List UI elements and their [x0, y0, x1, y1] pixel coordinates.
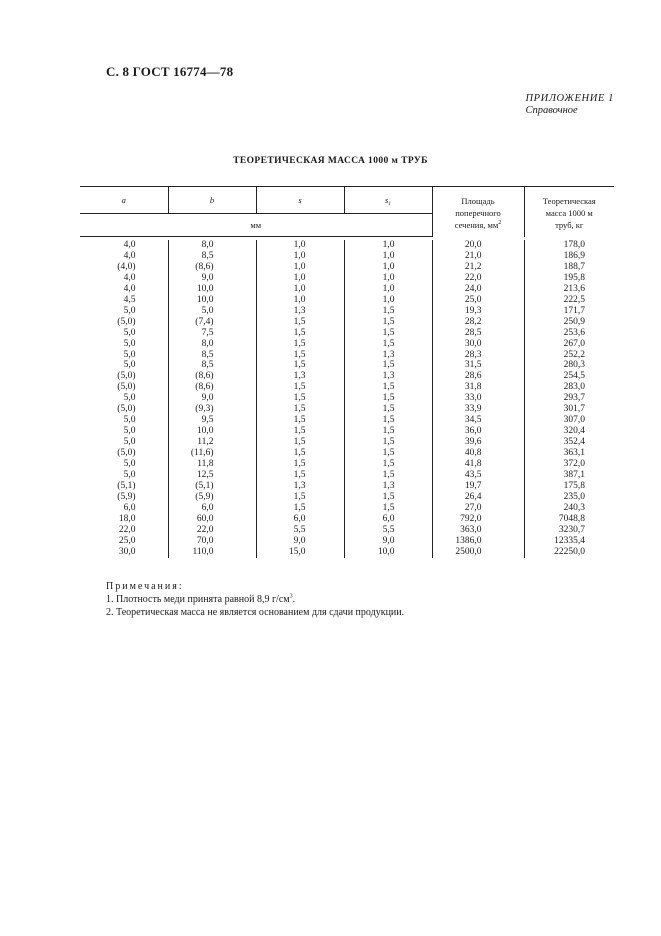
- table-cell: 5,0: [80, 339, 168, 350]
- table-cell: 240,3: [563, 502, 585, 513]
- table-row: [80, 404, 614, 415]
- table-cell: 320,4: [563, 426, 585, 437]
- table-cell: 5,0: [80, 360, 168, 371]
- table-cell: 9,0: [168, 393, 256, 404]
- table-cell: 1,5: [256, 404, 344, 415]
- table-cell: 11,2: [168, 437, 256, 448]
- table-cell: 25,0: [80, 536, 168, 547]
- table-row: [80, 514, 614, 525]
- table-cell: 7048,8: [558, 513, 585, 524]
- notes: [106, 580, 404, 619]
- table-row: [80, 492, 614, 503]
- table-cell: 1,5: [344, 404, 432, 415]
- table-cell: 6,0: [168, 503, 256, 514]
- note-1-text: 1. Плотность меди принята равной 8,9 г/см: [106, 594, 290, 605]
- table-cell: 6,0: [80, 503, 168, 514]
- table-cell: 110,0: [168, 547, 256, 558]
- table-cell: 8,0: [168, 240, 256, 251]
- table-row: [80, 262, 614, 273]
- table-cell: 22250,0: [554, 546, 585, 557]
- table-cell: 293,7: [563, 393, 585, 404]
- table-cell: 30,0: [432, 339, 524, 350]
- table-cell: 4,5: [80, 295, 168, 306]
- table-cell: 1,5: [256, 317, 344, 328]
- table-cell: 1,5: [344, 503, 432, 514]
- table-cell: 1,0: [344, 240, 432, 251]
- table-cell: 24,0: [432, 284, 524, 295]
- table-cell: 1,5: [344, 448, 432, 459]
- table-cell: 26,4: [432, 492, 524, 503]
- annex-title: ПРИЛОЖЕНИЕ 1: [525, 93, 614, 104]
- table-cell: 36,0: [432, 426, 524, 437]
- table-cell: 372,0: [563, 459, 585, 470]
- table-cell: 39,6: [432, 437, 524, 448]
- table-title: ТЕОРЕТИЧЕСКАЯ МАССА 1000 м ТРУБ: [233, 156, 428, 166]
- table-cell: 1,3: [344, 481, 432, 492]
- table-cell: 21,2: [432, 262, 524, 273]
- col-header-s1-base: s: [384, 195, 389, 205]
- table-cell: 5,5: [256, 525, 344, 536]
- table-cell: 10,0: [168, 426, 256, 437]
- table-cell: 5,0: [80, 393, 168, 404]
- table-row: [80, 547, 614, 558]
- table-cell: (8,6): [168, 262, 256, 273]
- table-row: [80, 371, 614, 382]
- table-cell: 1,5: [256, 393, 344, 404]
- table-cell: 175,8: [563, 480, 585, 491]
- table-cell: 792,0: [432, 514, 524, 525]
- table-cell: 1,0: [344, 251, 432, 262]
- table-cell: 22,0: [80, 525, 168, 536]
- table-cell: 30,0: [80, 547, 168, 558]
- table-cell: 1,5: [344, 415, 432, 426]
- table-row: [80, 251, 614, 262]
- table-cell: 1,3: [256, 371, 344, 382]
- col-header-area: [432, 187, 524, 237]
- table-cell: 1386,0: [432, 536, 524, 547]
- table-cell: 235,0: [563, 491, 585, 502]
- table-cell: 5,0: [80, 415, 168, 426]
- table-cell: (5,0): [80, 448, 168, 459]
- table-cell: 1,5: [256, 437, 344, 448]
- col-header-area-l2: поперечного: [455, 207, 501, 218]
- table-cell: 252,2: [563, 349, 585, 360]
- table-cell: 5,0: [168, 306, 256, 317]
- table-cell: 5,0: [80, 350, 168, 361]
- table-cell: 1,0: [256, 240, 344, 251]
- table-cell: 1,0: [344, 284, 432, 295]
- table-cell: 2500,0: [432, 547, 524, 558]
- table-cell: 1,5: [344, 317, 432, 328]
- table-cell: 3230,7: [558, 524, 585, 535]
- table-cell: 9,0: [256, 536, 344, 547]
- table-cell: 34,5: [432, 415, 524, 426]
- col-header-mass-l1: Теоретическая: [542, 195, 596, 206]
- table-cell: 28,3: [432, 350, 524, 361]
- table-cell: 8,5: [168, 360, 256, 371]
- table-body: [80, 237, 614, 558]
- table-row: [80, 448, 614, 459]
- table-cell: 20,0: [432, 240, 524, 251]
- table-cell: 4,0: [80, 240, 168, 251]
- table-cell: 25,0: [432, 295, 524, 306]
- table-cell: 21,0: [432, 251, 524, 262]
- table-cell: 43,5: [432, 470, 524, 481]
- table-cell: (5,9): [80, 492, 168, 503]
- table-row: [80, 382, 614, 393]
- table-cell: 5,0: [80, 459, 168, 470]
- table-cell: 5,0: [80, 328, 168, 339]
- table-cell: 387,1: [563, 470, 585, 481]
- table-cell: 11,8: [168, 459, 256, 470]
- table-cell: 188,7: [563, 261, 585, 272]
- table-row: [80, 459, 614, 470]
- annex-label: [525, 93, 614, 117]
- table-cell: 28,2: [432, 317, 524, 328]
- table-cell: 19,7: [432, 481, 524, 492]
- table-cell: 1,0: [256, 251, 344, 262]
- table-cell: (5,0): [80, 317, 168, 328]
- table-row: [80, 426, 614, 437]
- table-cell: 5,0: [80, 306, 168, 317]
- note-1: [106, 593, 404, 606]
- col-header-unit: мм: [80, 214, 432, 237]
- table-cell: 8,5: [168, 350, 256, 361]
- table-cell: 363,1: [563, 448, 585, 459]
- table-row: [80, 360, 614, 371]
- table-cell: 31,5: [432, 360, 524, 371]
- table-row: [80, 306, 614, 317]
- table-cell: 10,0: [344, 547, 432, 558]
- table-cell: 8,0: [168, 339, 256, 350]
- table-row: [80, 284, 614, 295]
- table-cell: 1,3: [344, 350, 432, 361]
- note-1-sup: 3: [289, 593, 293, 600]
- table-cell: (9,3): [168, 404, 256, 415]
- table-cell: (5,1): [168, 481, 256, 492]
- col-header-s1: [344, 187, 432, 214]
- table-cell: 60,0: [168, 514, 256, 525]
- table-cell: 15,0: [256, 547, 344, 558]
- table-cell: 1,5: [256, 350, 344, 361]
- table-cell: 250,9: [563, 316, 585, 327]
- table-cell: 283,0: [563, 382, 585, 393]
- table-row: [80, 240, 614, 251]
- table-cell: 222,5: [563, 294, 585, 305]
- table-cell: 5,0: [80, 470, 168, 481]
- table-cell: 1,3: [256, 306, 344, 317]
- table-cell: 1,0: [256, 295, 344, 306]
- note-1-end: .: [292, 594, 296, 605]
- table-cell: 352,4: [563, 437, 585, 448]
- table-cell: 1,3: [256, 481, 344, 492]
- table-cell: 7,5: [168, 328, 256, 339]
- table-cell: 1,5: [344, 393, 432, 404]
- table-cell: 301,7: [563, 404, 585, 415]
- table-row: [80, 503, 614, 514]
- table-cell: 28,5: [432, 328, 524, 339]
- table-cell: 1,5: [344, 437, 432, 448]
- table-cell: 10,0: [168, 284, 256, 295]
- col-header-a: a: [80, 187, 168, 214]
- col-header-mass-l2: масса 1000 м: [545, 207, 593, 218]
- table-cell: 4,0: [80, 273, 168, 284]
- table-cell: 1,0: [256, 273, 344, 284]
- table-cell: 1,5: [344, 492, 432, 503]
- table-row: [80, 295, 614, 306]
- table-cell: 1,5: [344, 339, 432, 350]
- table-cell: (5,0): [80, 382, 168, 393]
- table-cell: 31,8: [432, 382, 524, 393]
- table-cell: 5,5: [344, 525, 432, 536]
- table-cell: 253,6: [563, 327, 585, 338]
- table-cell: (11,6): [168, 448, 256, 459]
- table-cell: 9,0: [168, 273, 256, 284]
- table-cell: 1,5: [344, 459, 432, 470]
- table-cell: 1,5: [344, 360, 432, 371]
- table-cell: 33,9: [432, 404, 524, 415]
- table-cell: 1,5: [256, 459, 344, 470]
- table-cell: 5,0: [80, 437, 168, 448]
- table-cell: 1,3: [344, 371, 432, 382]
- table-cell: 1,5: [344, 328, 432, 339]
- table-cell: 12335,4: [554, 535, 585, 546]
- table-cell: 18,0: [80, 514, 168, 525]
- table-cell: 1,5: [256, 339, 344, 350]
- table-row: [80, 437, 614, 448]
- table-row: [80, 481, 614, 492]
- table-row: [80, 317, 614, 328]
- table-row: [80, 525, 614, 536]
- table-cell: (8,6): [168, 371, 256, 382]
- table-cell: 22,0: [168, 525, 256, 536]
- table-cell: (5,0): [80, 371, 168, 382]
- table-cell: 195,8: [563, 272, 585, 283]
- table-cell: 267,0: [563, 338, 585, 349]
- table-cell: 6,0: [256, 514, 344, 525]
- col-header-mass: [524, 187, 614, 237]
- annex-kind: Справочное: [525, 105, 578, 116]
- col-header-area-l1: Площадь: [461, 195, 495, 206]
- table-cell: 1,5: [256, 448, 344, 459]
- col-header-area-l3: сечения, мм: [454, 219, 499, 230]
- table-cell: (5,0): [80, 404, 168, 415]
- table-cell: 70,0: [168, 536, 256, 547]
- table-row: [80, 415, 614, 426]
- table-cell: (5,9): [168, 492, 256, 503]
- table-cell: 19,3: [432, 306, 524, 317]
- table-cell: 1,5: [256, 470, 344, 481]
- table-row: [80, 470, 614, 481]
- table-cell: 9,5: [168, 415, 256, 426]
- table-cell: 186,9: [563, 250, 585, 261]
- table-cell: 1,5: [256, 426, 344, 437]
- table-cell: 22,0: [432, 273, 524, 284]
- table-cell: 1,5: [256, 382, 344, 393]
- table-cell: 4,0: [80, 284, 168, 295]
- table-cell: 213,6: [563, 283, 585, 294]
- table-cell: 1,0: [344, 295, 432, 306]
- table-cell: 1,5: [344, 470, 432, 481]
- table-cell: 4,0: [80, 251, 168, 262]
- table-cell: 254,5: [563, 371, 585, 382]
- table-cell: 1,5: [256, 360, 344, 371]
- table-cell: 40,8: [432, 448, 524, 459]
- table-cell: 8,5: [168, 251, 256, 262]
- table-cell: 6,0: [344, 514, 432, 525]
- table-cell: 1,5: [344, 382, 432, 393]
- table-cell: 33,0: [432, 393, 524, 404]
- table-cell: (8,6): [168, 382, 256, 393]
- mass-table: [80, 186, 614, 558]
- table-cell: 171,7: [563, 305, 585, 316]
- table-cell: (5,1): [80, 481, 168, 492]
- table-cell: 280,3: [563, 360, 585, 371]
- table-cell: 1,5: [344, 306, 432, 317]
- table-row: [80, 328, 614, 339]
- table-cell: 10,0: [168, 295, 256, 306]
- table-cell: 9,0: [344, 536, 432, 547]
- table-cell: 1,5: [256, 415, 344, 426]
- table-row: [80, 339, 614, 350]
- table-cell: 1,0: [344, 273, 432, 284]
- col-header-b: b: [168, 187, 256, 214]
- col-header-area-sup: 2: [498, 219, 502, 226]
- table-cell: 178,0: [563, 240, 585, 250]
- col-header-s1-sub: 1: [388, 201, 392, 207]
- table-cell: 1,0: [344, 262, 432, 273]
- note-2: 2. Теоретическая масса не является основанием для сдачи продукции.: [106, 607, 405, 618]
- col-header-mass-l3: труб, кг: [555, 219, 584, 230]
- table-cell: 1,5: [256, 492, 344, 503]
- table-cell: 41,8: [432, 459, 524, 470]
- table-row: [80, 536, 614, 547]
- table-cell: 307,0: [563, 415, 585, 426]
- table-cell: 27,0: [432, 503, 524, 514]
- table-cell: 12,5: [168, 470, 256, 481]
- table-cell: 1,5: [344, 426, 432, 437]
- table-cell: 363,0: [432, 525, 524, 536]
- notes-heading: Примечания:: [106, 581, 184, 592]
- table-row: [80, 350, 614, 361]
- table-cell: 1,0: [256, 284, 344, 295]
- table-cell: 5,0: [80, 426, 168, 437]
- table-cell: (4,0): [80, 262, 168, 273]
- table-cell: 28,6: [432, 371, 524, 382]
- table-row: [80, 273, 614, 284]
- page-header: С. 8 ГОСТ 16774—78: [106, 64, 234, 79]
- table-cell: 1,5: [256, 503, 344, 514]
- table-cell: 1,5: [256, 328, 344, 339]
- table-cell: (7,4): [168, 317, 256, 328]
- table-row: [80, 393, 614, 404]
- col-header-s: s: [256, 187, 344, 214]
- table-cell: 1,0: [256, 262, 344, 273]
